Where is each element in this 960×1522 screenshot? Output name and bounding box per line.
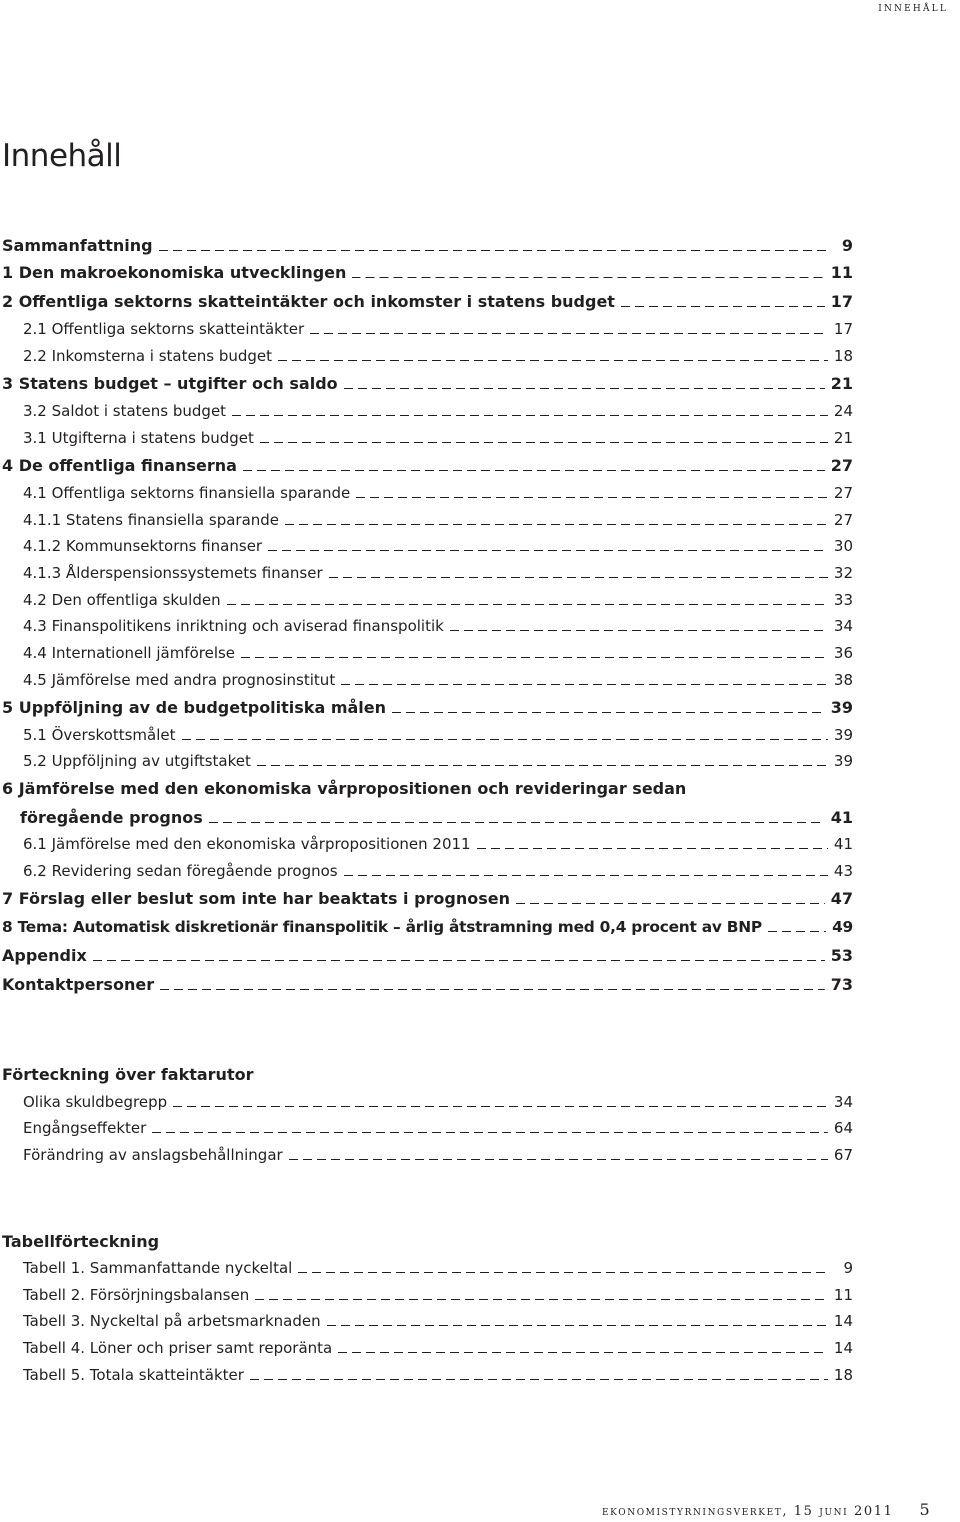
dot-leader: [298, 1272, 829, 1273]
toc-entry-section-2-1[interactable]: [23, 320, 853, 338]
dot-leader: [338, 1352, 828, 1353]
toc-entry-page: 17: [830, 292, 853, 311]
toc-entry-page: 49: [832, 918, 853, 936]
toc-entry-page: 34: [833, 617, 853, 635]
toc-entry-chapter-7[interactable]: [2, 889, 853, 908]
toc-entry-chapter-4[interactable]: [2, 456, 853, 475]
toc-entry-page: 39: [830, 698, 853, 717]
toc-entry-page: 18: [833, 347, 853, 365]
dot-leader: [93, 960, 825, 961]
toc-entry-label: 7 Förslag eller beslut som inte har beaktats i prognosen: [2, 889, 511, 908]
table-list-entry-label: Tabell 5. Totala skatteintäkter: [23, 1366, 244, 1384]
toc-entry-label: Kontaktpersoner: [2, 975, 155, 994]
toc-entry-label: 5.1 Överskottsmålet: [23, 726, 176, 744]
dot-leader: [260, 442, 828, 443]
toc-entry-label: 4.4 Internationell jämförelse: [23, 644, 236, 662]
fact-box-list-title: Förteckning över faktarutor: [2, 1065, 254, 1084]
toc-entry-label: 5 Uppföljning av de budgetpolitiska målen: [2, 698, 387, 717]
page-number: 5: [919, 1500, 930, 1519]
dot-leader: [255, 1299, 828, 1300]
toc-entry-label: 1 Den makroekonomiska utvecklingen: [2, 263, 347, 282]
toc-entry-page: 32: [833, 564, 853, 582]
dot-leader: [285, 524, 828, 525]
toc-entry-page: 53: [830, 946, 853, 965]
toc-entry-label: 6.1 Jämförelse med den ekonomiska vårpropositionen 2011: [23, 835, 471, 853]
fact-box-entry-label: Förändring av anslagsbehållningar: [23, 1146, 283, 1164]
toc-entry-chapter-8[interactable]: [2, 918, 853, 936]
toc-entry-page: 27: [833, 484, 853, 502]
toc-entry-page: 39: [833, 726, 853, 744]
fact-box-entry-page: 64: [833, 1119, 853, 1137]
dot-leader: [241, 657, 828, 658]
dot-leader: [352, 277, 824, 278]
toc-entry-label: 6.2 Revidering sedan föregående prognos: [23, 862, 338, 880]
dot-leader: [516, 903, 825, 904]
toc-entry-page: 21: [830, 374, 853, 393]
toc-entry-label: 2.2 Inkomsterna i statens budget: [23, 347, 272, 365]
toc-entry-page: 36: [833, 644, 853, 662]
toc-entry-page: 17: [833, 320, 853, 338]
toc-entry-page: 30: [833, 537, 853, 555]
toc-entry-page: 38: [833, 671, 853, 689]
toc-entry-page: 47: [830, 889, 853, 908]
toc-entry-label: 2.1 Offentliga sektorns skatteintäkter: [23, 320, 305, 338]
toc-entry-page: 9: [841, 236, 853, 255]
toc-entry-page: 41: [830, 808, 853, 827]
toc-entry-section-3-1[interactable]: [23, 429, 853, 447]
toc-entry-section-4-3[interactable]: [23, 617, 853, 635]
fact-box-entry-label: Olika skuldbegrepp: [23, 1093, 168, 1111]
fact-box-entry-label: Engångseffekter: [23, 1119, 147, 1137]
toc-entry-label: 3.1 Utgifterna i statens budget: [23, 429, 254, 447]
fact-box-entry[interactable]: [23, 1119, 853, 1137]
toc-entry-page: 33: [833, 591, 853, 609]
table-list-entry[interactable]: [23, 1366, 853, 1384]
dot-leader: [289, 1159, 828, 1160]
table-list-entry-label: Tabell 4. Löner och priser samt reporänta: [23, 1339, 333, 1357]
dot-leader: [243, 470, 825, 471]
fact-box-entry[interactable]: [23, 1093, 853, 1111]
table-list-entry[interactable]: [23, 1312, 853, 1330]
toc-entry-label: 2 Offentliga sektorns skatteintäkter och inkomster i statens budget: [2, 292, 615, 311]
running-head: innehåll: [878, 0, 948, 15]
toc-entry-label: 4.5 Jämförelse med andra prognosinstitut: [23, 671, 336, 689]
toc-entry-page: 24: [833, 402, 853, 420]
fact-box-entry-page: 34: [833, 1093, 853, 1111]
page-title: Innehåll: [2, 138, 122, 174]
toc-entry-sammanfattning[interactable]: [2, 236, 853, 255]
table-list-title: Tabellförteckning: [2, 1232, 160, 1251]
dot-leader: [268, 550, 828, 551]
toc-entry-section-4-2[interactable]: [23, 591, 853, 609]
toc-entry-label: Sammanfattning: [2, 236, 153, 255]
dot-leader: [477, 848, 828, 849]
dot-leader: [344, 875, 828, 876]
toc-entry-chapter-6[interactable]: [20, 808, 853, 827]
toc-entry-label: 4.1.3 Ålderspensionssystemets finanser: [23, 564, 323, 582]
toc-entry-page: 27: [833, 511, 853, 529]
dot-leader: [159, 250, 829, 251]
toc-entry-label: 8 Tema: Automatisk diskretionär finanspolitik – årlig åtstramning med 0,4 procent av BNP: [2, 918, 762, 936]
toc-entry-label: 3 Statens budget – utgifter och saldo: [2, 374, 338, 393]
dot-leader: [173, 1106, 828, 1107]
table-list-entry-page: 11: [833, 1286, 853, 1304]
dot-leader: [341, 684, 828, 685]
table-list-entry-label: Tabell 3. Nyckeltal på arbetsmarknaden: [23, 1312, 321, 1330]
dot-leader: [209, 822, 825, 823]
fact-box-entry[interactable]: [23, 1146, 853, 1164]
dot-leader: [278, 360, 828, 361]
dot-leader: [327, 1325, 828, 1326]
dot-leader: [329, 577, 828, 578]
toc-entry-label: 4.1 Offentliga sektorns finansiella sparande: [23, 484, 351, 502]
dot-leader: [232, 415, 828, 416]
toc-entry-section-3-2[interactable]: [23, 402, 853, 420]
dot-leader: [257, 765, 828, 766]
table-list-entry-page: 14: [833, 1312, 853, 1330]
table-list-entry-page: 18: [833, 1366, 853, 1384]
toc-entry-section-4-5[interactable]: [23, 671, 853, 689]
toc-entry-section-4-1[interactable]: [23, 484, 853, 502]
toc-entry-section-4-1-3[interactable]: [23, 564, 853, 582]
footer-text: ekonomistyrningsverket, 15 juni 2011: [602, 1504, 894, 1519]
dot-leader: [160, 989, 825, 990]
toc-entry-section-4-1-2[interactable]: [23, 537, 853, 555]
table-list-entry[interactable]: [23, 1259, 853, 1277]
toc-entry-section-4-4[interactable]: [23, 644, 853, 662]
toc-entry-page: 41: [833, 835, 853, 853]
toc-entry-label: 4 De offentliga finanserna: [2, 456, 237, 475]
dot-leader: [450, 630, 828, 631]
toc-entry-section-2-2[interactable]: [23, 347, 853, 365]
toc-entry-section-6-1[interactable]: [23, 835, 853, 853]
toc-entry-section-6-2[interactable]: [23, 862, 853, 880]
toc-entry-page: 43: [833, 862, 853, 880]
dot-leader: [392, 712, 825, 713]
toc-entry-label: föregående prognos: [20, 808, 203, 827]
dot-leader: [250, 1379, 828, 1380]
toc-entry-appendix[interactable]: [2, 946, 853, 965]
table-list-entry[interactable]: [23, 1339, 853, 1357]
toc-entry-page: 39: [833, 752, 853, 770]
toc-entry-page: 11: [830, 263, 853, 282]
toc-entry-kontaktpersoner[interactable]: [2, 975, 853, 994]
table-list-entry-label: Tabell 2. Försörjningsbalansen: [23, 1286, 250, 1304]
toc-entry-section-5-2[interactable]: [23, 752, 853, 770]
toc-entry-section-5-1[interactable]: [23, 726, 853, 744]
toc-entry-chapter-3[interactable]: [2, 374, 853, 393]
page-footer: [602, 1500, 930, 1519]
dot-leader: [182, 739, 828, 740]
toc-entry-label: Appendix: [2, 946, 87, 965]
dot-leader: [621, 306, 825, 307]
toc-entry-label: 4.3 Finanspolitikens inriktning och aviserad finanspolitik: [23, 617, 444, 635]
toc-entry-page: 27: [830, 456, 853, 475]
dot-leader: [344, 388, 825, 389]
toc-entry-label: 4.1.2 Kommunsektorns finanser: [23, 537, 263, 555]
toc-entry-label: 4.2 Den offentliga skulden: [23, 591, 221, 609]
toc-entry-chapter-6-line1[interactable]: 6 Jämförelse med den ekonomiska vårpropositionen och revideringar sedan: [2, 779, 687, 798]
dot-leader: [356, 497, 828, 498]
fact-box-entry-page: 67: [833, 1146, 853, 1164]
table-list-entry-page: 14: [833, 1339, 853, 1357]
table-list-entry[interactable]: [23, 1286, 853, 1304]
toc-entry-chapter-5[interactable]: [2, 698, 853, 717]
toc-entry-label: 3.2 Saldot i statens budget: [23, 402, 227, 420]
toc-entry-page: 73: [830, 975, 853, 994]
table-list-entry-page: 9: [843, 1259, 853, 1277]
dot-leader: [768, 931, 826, 932]
toc-entry-page: 21: [833, 429, 853, 447]
dot-leader: [310, 333, 828, 334]
toc-entry-chapter-1[interactable]: [2, 263, 853, 282]
toc-entry-label: 4.1.1 Statens finansiella sparande: [23, 511, 280, 529]
table-list-entry-label: Tabell 1. Sammanfattande nyckeltal: [23, 1259, 293, 1277]
dot-leader: [152, 1132, 828, 1133]
toc-entry-section-4-1-1[interactable]: [23, 511, 853, 529]
toc-entry-chapter-2[interactable]: [2, 292, 853, 311]
toc-entry-label: 5.2 Uppföljning av utgiftstaket: [23, 752, 251, 770]
dot-leader: [227, 604, 828, 605]
